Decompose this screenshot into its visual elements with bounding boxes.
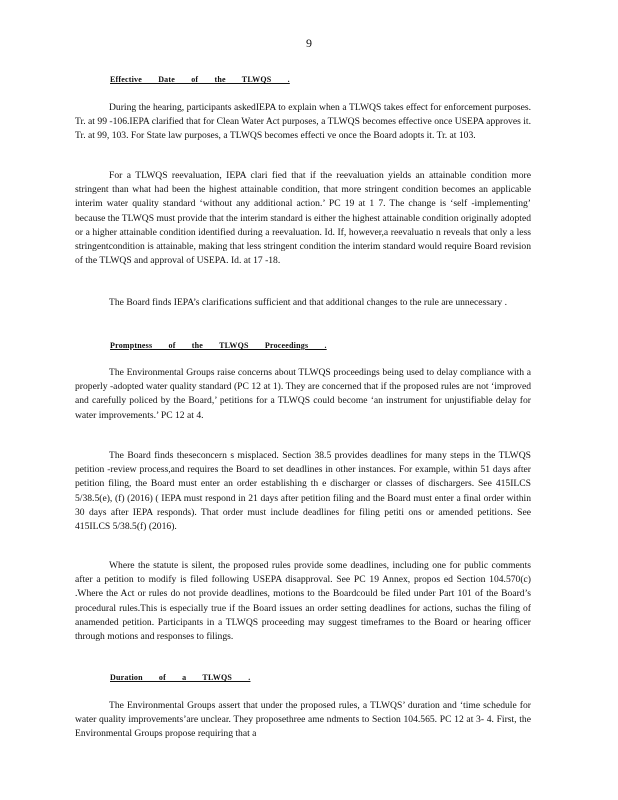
paragraph: The Board finds IEPA’s clarifications sufficient and that additional changes to the rule are unnecessary . — [109, 297, 508, 308]
paragraph: The Board finds theseconcern s misplaced. Section 38.5 provides deadlines for many steps in the TLWQS petition -review process,and requires the Board to set deadlines in other instances. For example, within 51 days after petition filing, the Board must enter an order establishing th e discharger or classes of dischargers. See 415ILCS 5/38.5(e), (f) (2016) ( IEPA must respond in 21 days after petition filing and the Board must enter a final order within 30 days after IEPA responds). That order must include deadlines for filing petiti ons or amended petitions. See 415ILCS 5/38.5(f) (2016). — [75, 450, 531, 533]
paragraph: For a TLWQS reevaluation, IEPA clari fied that if the reevaluation yields an attainable condition more stringent than what had been the highest attainable condition, that more stringent condition becomes an applicable interim water quality standard ‘without any additional action.’ PC 19 at 1 7. The change is ‘self -implementing’ because the TLWQS must provide that the interim standard is either the highest attainable condition originally adopted or a higher attainable condition identified during a reevaluation. Id. If, however,a reevaluatio n reveals that only a less stringentcondition is attainable, making that less stringent condition the interim standard would require Board revision of the TLWQS and approval of USEPA. Id. at 17 -18. — [75, 170, 531, 267]
section-heading-effective-date: Effective Date of the TLWQS . — [110, 75, 290, 84]
section-heading-promptness: Promptness of the TLWQS Proceedings . — [110, 341, 327, 350]
paragraph: Where the statute is silent, the proposed rules provide some deadlines, including one for public comments after a petition to modify is filed following USEPA disapproval. See PC 19 Annex, propos ed Section 104.570(c) .Where the Act or rules do not provide deadlines, motions to the Boardcould be filed under Part 101 of the Board’s procedural rules.This is especially true if the Board issues an order setting deadlines for actions, suchas the filing of anamended petition. Participants in a TLWQS proceeding may suggest timeframes to the Board or hearing officer through motions and responses to filings. — [75, 560, 531, 643]
page-number: 9 — [306, 36, 312, 50]
section-heading-duration: Duration of a TLWQS . — [110, 673, 251, 682]
paragraph: The Environmental Groups raise concerns about TLWQS proceedings being used to delay compliance with a properly -adopted water quality standard (PC 12 at 1). They are concerned that if the proposed rules are not ‘improved and carefully policed by the Board,’ petitions for a TLWQS could become ‘an instrument for unjustifiable delay for water improvements.’ PC 12 at 4. — [75, 367, 531, 421]
paragraph: During the hearing, participants askedIEPA to explain when a TLWQS takes effect for enforcement purposes. Tr. at 99 -106.IEPA clarified that for Clean Water Act purposes, a TLWQS becomes effective once USEPA approves it. Tr. at 99, 103. For State law purposes, a TLWQS becomes effecti ve once the Board adopts it. Tr. at 103. — [75, 102, 531, 142]
paragraph: The Environmental Groups assert that under the proposed rules, a TLWQS’ duration and ‘time schedule for water quality improvements’are unclear. They proposethree ame ndments to Section 104.565. PC 12 at 3- 4. First, the Environmental Groups propose requiring that a — [75, 700, 531, 740]
